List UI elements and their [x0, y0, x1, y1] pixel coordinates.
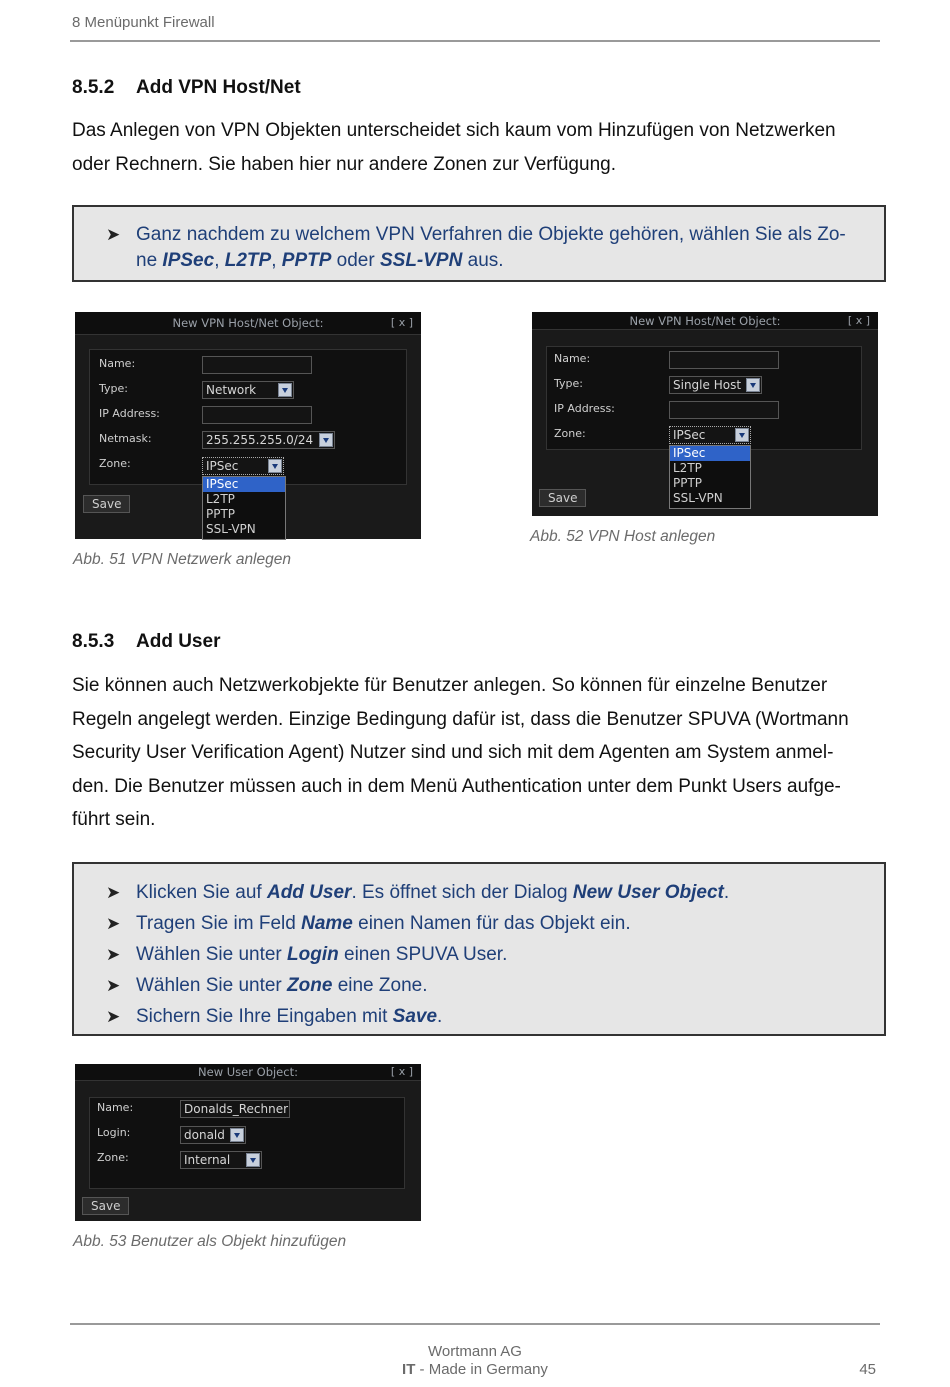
netmask-select[interactable]: 255.255.255.0/24 — [202, 431, 335, 449]
page-number: 45 — [859, 1361, 876, 1378]
zone-l2tp: L2TP — [224, 250, 272, 271]
dialog-title: New VPN Host/Net Object: — [172, 316, 324, 330]
zone-select[interactable]: IPSec — [669, 426, 751, 444]
paragraph-line: führt sein. — [72, 809, 156, 830]
user-object-dialog-screenshot — [75, 1064, 421, 1221]
type-select[interactable]: Single Host — [669, 376, 762, 394]
chevron-down-icon[interactable] — [735, 428, 749, 442]
zone-option[interactable]: PPTP — [673, 476, 703, 490]
figure-53-caption: Abb. 53 Benutzer als Objekt hinzufügen — [73, 1233, 347, 1250]
arrow-bullet-icon: ➤ — [106, 914, 121, 933]
vpn-network-dialog-screenshot — [75, 312, 421, 539]
ui-term: Save — [392, 1006, 438, 1027]
footer-rule — [70, 1323, 880, 1325]
zone-dropdown-list — [202, 476, 286, 540]
arrow-bullet-icon: ➤ — [106, 1007, 121, 1026]
dialog-titlebar — [532, 312, 878, 330]
name-label: Name: — [554, 352, 591, 365]
zone-option[interactable]: PPTP — [206, 507, 236, 521]
type-select[interactable]: Network — [202, 381, 294, 399]
name-field[interactable]: Donalds_Rechner — [180, 1100, 290, 1118]
chevron-down-icon[interactable] — [278, 383, 292, 397]
dialog-title: New VPN Host/Net Object: — [629, 314, 781, 328]
save-button[interactable]: Save — [83, 495, 130, 513]
arrow-bullet-icon: ➤ — [106, 883, 121, 902]
section-title: Add VPN Host/Net — [136, 77, 301, 98]
section-heading-852 — [72, 77, 301, 99]
zone-option[interactable]: IPSec — [670, 446, 750, 461]
chevron-down-icon[interactable] — [246, 1153, 260, 1167]
zone-option[interactable]: SSL-VPN — [206, 522, 256, 536]
zone-label: Zone: — [97, 1151, 129, 1164]
instruction-item: ➤ Ganz nachdem zu welchem VPN Verfahren die Objekte gehören, wählen Sie als Zo- ne IPSec, L2TP, PPTP oder SSL-VPN aus. — [106, 224, 846, 271]
zone-option[interactable]: SSL-VPN — [673, 491, 723, 505]
running-header: 8 Menüpunkt Firewall — [72, 14, 215, 31]
name-label: Name: — [97, 1101, 134, 1114]
zone-select[interactable]: Internal — [180, 1151, 262, 1169]
ip-address-field[interactable] — [202, 406, 312, 424]
zone-option[interactable]: L2TP — [206, 492, 235, 506]
arrow-bullet-icon: ➤ — [106, 976, 121, 995]
section-heading-853 — [72, 631, 220, 653]
chevron-down-icon[interactable] — [319, 433, 333, 447]
paragraph-line: oder Rechnern. Sie haben hier nur andere Zonen zur Verfügung. — [72, 153, 616, 175]
ui-term: Add User — [266, 882, 352, 903]
footer-tagline: IT - Made in Germany — [402, 1361, 548, 1378]
figure-52-caption: Abb. 52 VPN Host anlegen — [530, 528, 716, 545]
paragraph-line: Sie können auch Netzwerkobjekte für Benutzer anlegen. So können für einzelne Benutzer — [72, 675, 828, 696]
dialog-titlebar — [75, 1064, 421, 1081]
type-label: Type: — [554, 377, 583, 390]
ui-term: Login — [287, 944, 339, 965]
zone-option[interactable]: IPSec — [203, 477, 285, 492]
zone-label: Zone: — [99, 457, 131, 470]
zone-pptp: PPTP — [281, 250, 332, 271]
instruction-text: Ganz nachdem zu welchem VPN Verfahren die Objekte gehören, wählen Sie als Zo- — [136, 224, 846, 245]
arrow-bullet-icon: ➤ — [106, 225, 121, 244]
name-label: Name: — [99, 357, 136, 370]
step-item: ➤ Wählen Sie unter Zone eine Zone. — [74, 970, 884, 1001]
login-label: Login: — [97, 1126, 131, 1139]
zone-label: Zone: — [554, 427, 586, 440]
paragraph-line: Regeln angelegt werden. Einzige Bedingung dafür ist, dass die Benutzer SPUVA (Wortmann — [72, 708, 849, 730]
chevron-down-icon[interactable] — [268, 459, 282, 473]
paragraph-line: Das Anlegen von VPN Objekten unterscheidet sich kaum vom Hinzufügen von Netzwerken — [72, 120, 836, 141]
ui-term: Name — [301, 913, 353, 934]
ip-address-label: IP Address: — [99, 407, 160, 420]
paragraph-line: den. Die Benutzer müssen auch in dem Menü Authentication unter dem Punkt Users aufge- — [72, 775, 841, 797]
netmask-label: Netmask: — [99, 432, 152, 445]
arrow-bullet-icon: ➤ — [106, 945, 121, 964]
close-icon[interactable]: [ x ] — [390, 1065, 413, 1078]
figure-51-caption: Abb. 51 VPN Netzwerk anlegen — [73, 551, 291, 568]
chevron-down-icon[interactable] — [230, 1128, 244, 1142]
step-item: ➤ Klicken Sie auf Add User. Es öffnet sich der Dialog New User Object. — [74, 877, 884, 908]
name-field[interactable] — [669, 351, 779, 369]
step-item: ➤ Tragen Sie im Feld Name einen Namen für das Objekt ein. — [74, 908, 884, 939]
ui-term: Zone — [287, 975, 333, 996]
save-button[interactable]: Save — [82, 1197, 129, 1215]
type-label: Type: — [99, 382, 128, 395]
ip-address-label: IP Address: — [554, 402, 615, 415]
vpn-host-dialog-screenshot — [532, 312, 878, 516]
header-rule — [70, 40, 880, 42]
name-field[interactable] — [202, 356, 312, 374]
paragraph-line: Security User Verification Agent) Nutzer sind und sich mit dem Agenten am System anmel- — [72, 742, 834, 763]
instruction-box — [72, 205, 886, 282]
chevron-down-icon[interactable] — [746, 378, 760, 392]
footer-company: Wortmann AG — [428, 1343, 522, 1360]
section-853-paragraph — [72, 669, 882, 837]
save-button[interactable]: Save — [539, 489, 586, 507]
zone-ipsec: IPSec — [162, 250, 215, 271]
dialog-titlebar — [75, 312, 421, 335]
ip-address-field[interactable] — [669, 401, 779, 419]
zone-ssl-vpn: SSL-VPN — [379, 250, 463, 271]
section-title: Add User — [136, 631, 221, 652]
step-item: ➤ Wählen Sie unter Login einen SPUVA User. — [74, 939, 884, 970]
close-icon[interactable]: [ x ] — [390, 316, 413, 329]
section-number: 8.5.2 — [72, 77, 115, 98]
ui-term: New User Object — [572, 882, 724, 903]
zone-select[interactable]: IPSec — [202, 457, 284, 475]
steps-box — [72, 862, 886, 1036]
step-item: ➤ Sichern Sie Ihre Eingaben mit Save. — [74, 1001, 884, 1032]
close-icon[interactable]: [ x ] — [847, 314, 870, 327]
dialog-title: New User Object: — [198, 1065, 298, 1079]
section-852-paragraph — [72, 114, 882, 181]
zone-option[interactable]: L2TP — [673, 461, 702, 475]
section-number: 8.5.3 — [72, 631, 115, 652]
zone-dropdown-list — [669, 445, 751, 509]
login-select[interactable]: donald — [180, 1126, 246, 1144]
